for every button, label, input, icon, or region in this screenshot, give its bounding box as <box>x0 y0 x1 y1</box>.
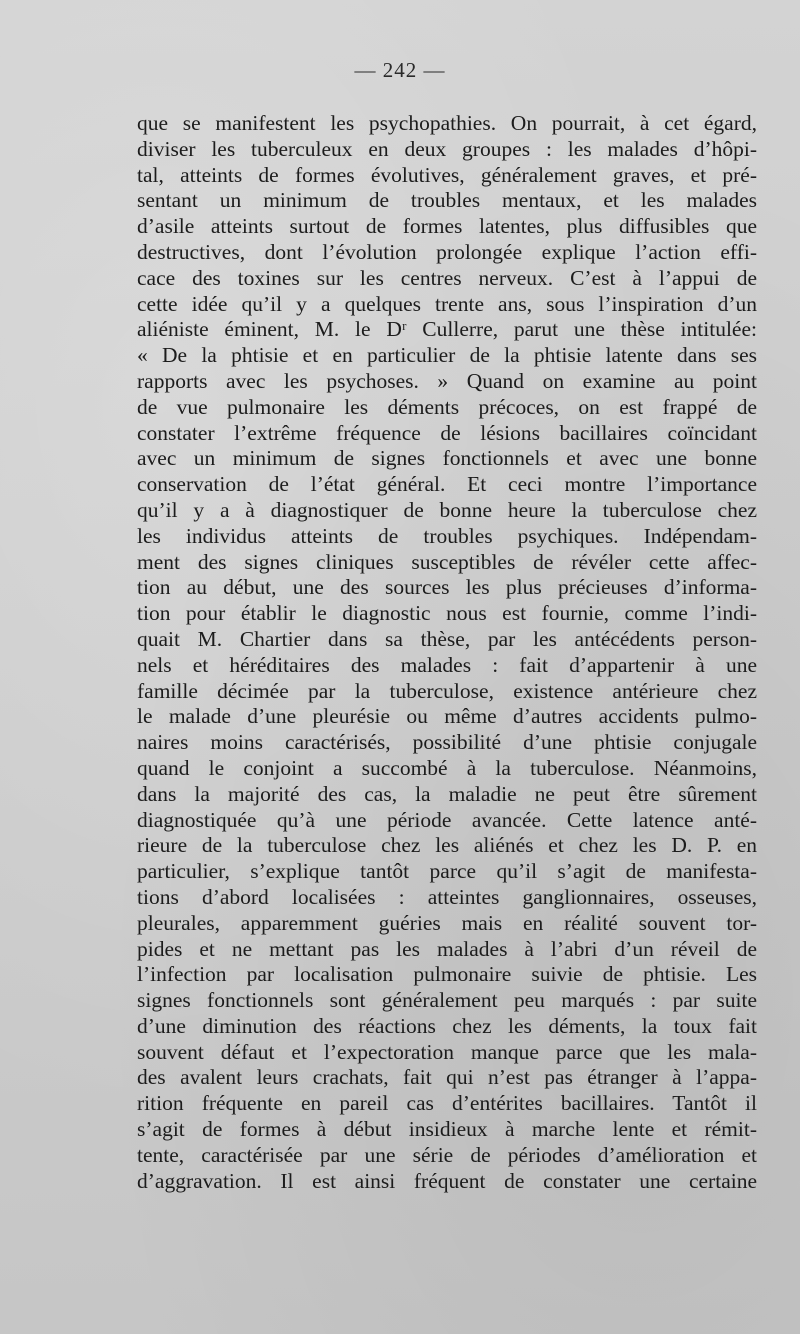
text-line: ment des signes cliniques susceptibles de révéler cette affec- <box>137 549 757 574</box>
text-line: le malade d’une pleurésie ou même d’autres accidents pulmo- <box>137 704 757 729</box>
text-line: dans la majorité des cas, la maladie ne peut être sûrement <box>137 781 757 806</box>
text-line: pides et ne mettant pas les malades à l’abri d’un réveil de <box>137 936 757 961</box>
text-line: tente, caractérisée par une série de périodes d’amélioration et <box>137 1142 757 1167</box>
text-line: famille décimée par la tuberculose, existence antérieure chez <box>137 678 757 703</box>
text-line: pleurales, apparemment guéries mais en réalité souvent tor- <box>137 910 757 935</box>
text-line: avec un minimum de signes fonctionnels et avec une bonne <box>137 446 757 471</box>
text-line: s’agit de formes à début insidieux à marche lente et rémit- <box>137 1117 757 1142</box>
text-line: de vue pulmonaire les déments précoces, on est frappé de <box>137 394 757 419</box>
text-line: conservation de l’état général. Et ceci montre l’importance <box>137 472 757 497</box>
text-line: d’une diminution des réactions chez les déments, la toux fait <box>137 1013 757 1038</box>
text-line: l’infection par localisation pulmonaire suivie de phtisie. Les <box>137 962 757 987</box>
text-line: d’asile atteints surtout de formes latentes, plus diffusibles que <box>137 214 757 239</box>
text-line: tal, atteints de formes évolutives, généralement graves, et pré- <box>137 162 757 187</box>
text-line: d’aggravation. Il est ainsi fréquent de constater une certaine <box>137 1168 757 1193</box>
text-line: tion au début, une des sources les plus précieuses d’informa- <box>137 575 757 600</box>
text-line: tion pour établir le diagnostic nous est fournie, comme l’indi- <box>137 601 757 626</box>
text-line: diviser les tuberculeux en deux groupes : les malades d’hôpi- <box>137 136 757 161</box>
text-line: particulier, s’explique tantôt parce qu’il s’agit de manifesta- <box>137 859 757 884</box>
text-line: rition fréquente en pareil cas d’entérites bacillaires. Tantôt il <box>137 1091 757 1116</box>
text-line: sentant un minimum de troubles mentaux, et les malades <box>137 188 757 213</box>
text-line: tions d’abord localisées : atteintes ganglionnaires, osseuses, <box>137 884 757 909</box>
text-line: rieure de la tuberculose chez les aliénés et chez les D. P. en <box>137 833 757 858</box>
text-line: que se manifestent les psychopathies. On pourrait, à cet égard, <box>137 111 757 135</box>
page-number: — 242 — <box>354 58 446 82</box>
text-line: naires moins caractérisés, possibilité d’une phtisie conjugale <box>137 730 757 755</box>
text-line: cace des toxines sur les centres nerveux. C’est à l’appui de <box>137 265 757 290</box>
text-line: qu’il y a à diagnostiquer de bonne heure la tuberculose chez <box>137 497 757 522</box>
body-text <box>137 111 757 1194</box>
text-line: diagnostiquée qu’à une période avancée. Cette latence anté- <box>137 807 757 832</box>
text-line: quand le conjoint a succombé à la tuberculose. Néanmoins, <box>137 755 757 780</box>
text-line: destructives, dont l’évolution prolongée explique l’action effi- <box>137 239 757 264</box>
text-line: des avalent leurs crachats, fait qui n’est pas étranger à l’appa- <box>137 1065 757 1090</box>
text-line: aliéniste éminent, M. le Dʳ Cullerre, parut une thèse intitulée: <box>137 317 757 342</box>
text-line: constater l’extrême fréquence de lésions bacillaires coïncidant <box>137 420 757 445</box>
text-line: les individus atteints de troubles psychiques. Indépendam- <box>137 523 757 548</box>
text-line: souvent défaut et l’expectoration manque parce que les mala- <box>137 1039 757 1064</box>
text-line: signes fonctionnels sont généralement peu marqués : par suite <box>137 988 757 1013</box>
text-line: « De la phtisie et en particulier de la phtisie latente dans ses <box>137 343 757 368</box>
text-line: quait M. Chartier dans sa thèse, par les antécédents person- <box>137 626 757 651</box>
text-line: nels et héréditaires des malades : fait d’appartenir à une <box>137 652 757 677</box>
text-line: rapports avec les psychoses. » Quand on examine au point <box>137 368 757 393</box>
text-line: cette idée qu’il y a quelques trente ans, sous l’inspiration d’un <box>137 291 757 316</box>
